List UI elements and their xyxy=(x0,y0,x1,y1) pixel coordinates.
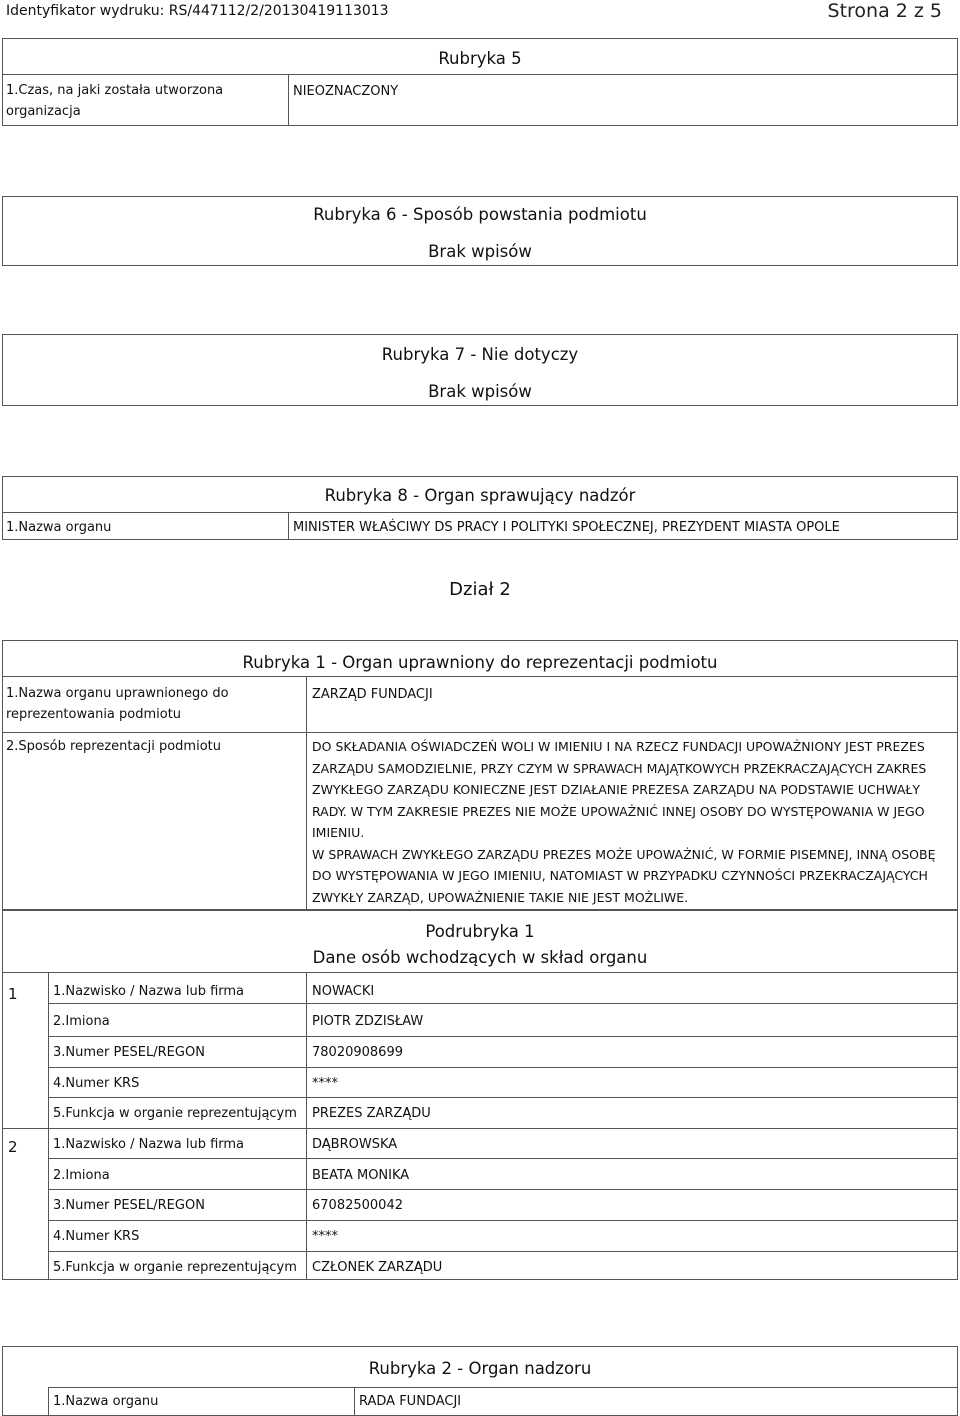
person-field-label: 4.Numer KRS xyxy=(53,1229,140,1244)
person-field-value: **** xyxy=(312,1229,338,1244)
rubryka-5-value: NIEOZNACZONY xyxy=(293,84,399,99)
rubryka-2-title: Rubryka 2 - Organ nadzoru xyxy=(368,1359,592,1378)
organ-name-value: ZARZĄD FUNDACJI xyxy=(312,687,433,702)
person-field-value: CZŁONEK ZARZĄDU xyxy=(312,1260,443,1275)
rubryka-6-empty: Brak wpisów xyxy=(428,242,532,261)
person-field-value: BEATA MONIKA xyxy=(312,1168,410,1183)
podrubryka-title: Podrubryka 1 xyxy=(425,922,535,941)
rubryka-7-empty: Brak wpisów xyxy=(428,382,532,401)
representation-mode-label: 2.Sposób reprezentacji podmiotu xyxy=(6,739,221,754)
organ-name-label: 1.Nazwa organu uprawnionego do reprezentowania podmiotu xyxy=(6,686,229,722)
person-field-label: 3.Numer PESEL/REGON xyxy=(53,1045,205,1060)
person-field-value: 78020908699 xyxy=(312,1045,403,1060)
person-field-value: PIOTR ZDZISŁAW xyxy=(312,1014,424,1029)
person-field-label: 1.Nazwisko / Nazwa lub firma xyxy=(53,1137,245,1152)
person-field-label: 1.Nazwisko / Nazwa lub firma xyxy=(53,984,245,999)
person-index: 2 xyxy=(8,1138,18,1156)
person-field-label: 2.Imiona xyxy=(53,1014,110,1029)
rubryka-8-label: 1.Nazwa organu xyxy=(6,520,112,535)
person-index: 1 xyxy=(8,985,18,1003)
person-field-label: 3.Numer PESEL/REGON xyxy=(53,1198,205,1213)
page-number: Strona 2 z 5 xyxy=(827,0,942,22)
person-field-value: **** xyxy=(312,1076,338,1091)
representation-mode-text-2: W SPRAWACH ZWYKŁEGO ZARZĄDU PREZES MOŻE UPOWAŻNIĆ, W FORMIE PISEMNEJ, INNĄ OSOBĘ DO WYSTĘPOWANIA W JEGO IMIENIU, NATOMIAST W PRZYPADKU CZYNNOŚCI PRZEKRACZAJĄCYCH ZWYKŁY ZARZĄD, UPOWAŻNIENIE TAKIE NIE JEST MOŻLIWE. xyxy=(312,846,936,905)
rubryka-8-title: Rubryka 8 - Organ sprawujący nadzór xyxy=(324,486,636,505)
rubryka-1-title: Rubryka 1 - Organ uprawniony do reprezentacji podmiotu xyxy=(242,653,718,672)
podrubryka-subtitle: Dane osób wchodzących w skład organu xyxy=(312,948,648,967)
person-field-value: 67082500042 xyxy=(312,1198,403,1213)
person-field-label: 4.Numer KRS xyxy=(53,1076,140,1091)
rubryka-2-value: RADA FUNDACJI xyxy=(359,1394,462,1409)
person-field-label: 5.Funkcja w organie reprezentującym xyxy=(53,1260,297,1275)
rubryka-5-label: 1.Czas, na jaki została utworzona organizacja xyxy=(6,83,224,119)
rubryka-7-title: Rubryka 7 - Nie dotyczy xyxy=(381,345,579,364)
section-title: Dział 2 xyxy=(449,579,511,600)
rubryka-6-title: Rubryka 6 - Sposób powstania podmiotu xyxy=(313,205,647,224)
person-field-value: NOWACKI xyxy=(312,984,375,999)
rubryka-2-label: 1.Nazwa organu xyxy=(53,1394,159,1409)
representation-mode-text-1: DO SKŁADANIA OŚWIADCZEŃ WOLI W IMIENIU I NA RZECZ FUNDACJI UPOWAŻNIONY JEST PREZES ZARZĄDU SAMODZIELNIE, PRZY CZYM W SPRAWACH MAJĄTKOWYCH PRZEKRACZAJĄCYCH ZAKRES ZWYKŁEGO ZARZĄDU KONIECZNE JEST DZIAŁANIE PREZESA ZARZĄDU NA PODSTAWIE UCHWAŁY RADY. W TYM ZAKRESIE PREZES NIE MOŻE UPOWAŻNIĆ INNEJ OSOBY DO WYSTĘPOWANIA W JEGO IMIENIU. xyxy=(312,739,927,840)
person-field-label: 5.Funkcja w organie reprezentującym xyxy=(53,1106,297,1121)
rubryka-5-title: Rubryka 5 xyxy=(438,49,522,68)
rubryka-8-value: MINISTER WŁAŚCIWY DS PRACY I POLITYKI SPOŁECZNEJ, PREZYDENT MIASTA OPOLE xyxy=(293,520,840,535)
print-identifier: Identyfikator wydruku: RS/447112/2/20130419113013 xyxy=(6,3,389,19)
person-field-label: 2.Imiona xyxy=(53,1168,110,1183)
person-field-value: DĄBROWSKA xyxy=(312,1137,398,1152)
person-field-value: PREZES ZARZĄDU xyxy=(312,1106,431,1121)
